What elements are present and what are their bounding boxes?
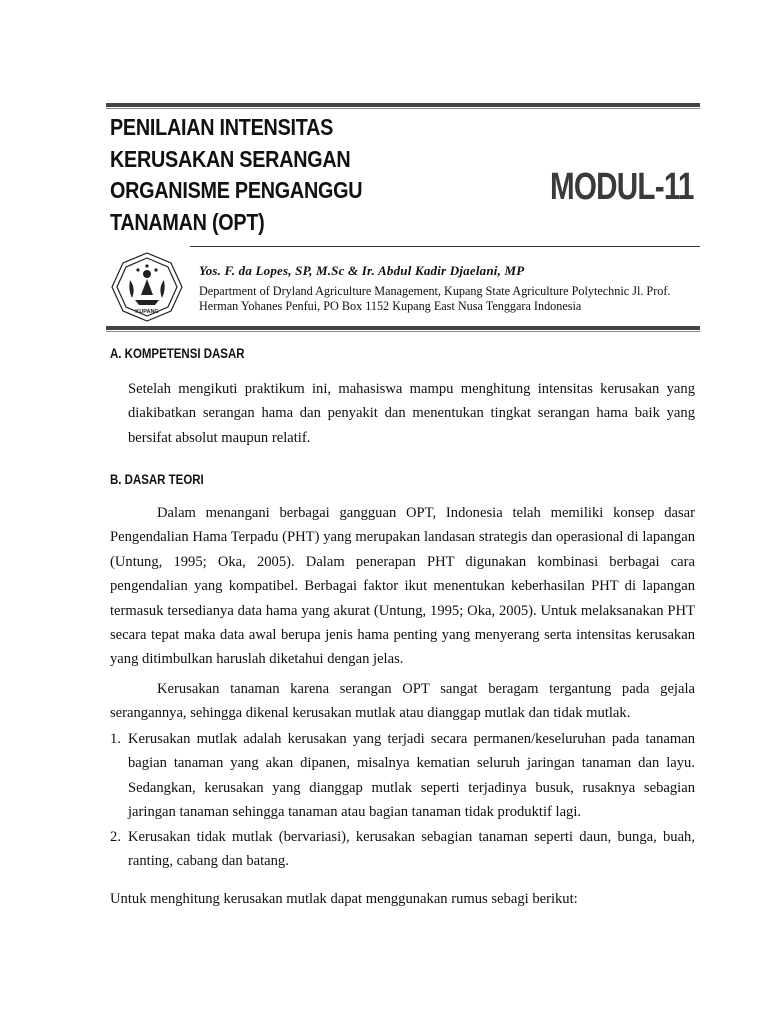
title-line: PENILAIAN INTENSITAS (110, 114, 334, 140)
module-number: MODUL-11 (550, 166, 694, 208)
title-line: ORGANISME PENGANGGU (110, 177, 363, 203)
authors: Yos. F. da Lopes, SP, M.Sc & Ir. Abdul Kadir Djaelani, MP (199, 263, 525, 278)
list-text: Kerusakan tidak mutlak (bervariasi), kerusakan sebagian tanaman seperti daun, bunga, buah, ranting, cabang dan batang. (128, 828, 695, 870)
list-text: Kerusakan mutlak adalah kerusakan yang terjadi secara permanen/keseluruhan pada tanaman bagian tanaman yang akan dipanen, misalnya kematian seluruh jaringan tanaman dan layu. Sedangkan, kerusakan yang dianggap mutlak seperti terjadinya busuk, rusaknya sebagian jaringan tanaman sehingga tanaman atau bagian tanaman tidak produktif lagi. (128, 731, 695, 821)
list-number: 2. (110, 828, 121, 845)
affiliation-line: Herman Yohanes Penfui, PO Box 1152 Kupang East Nusa Tenggara Indonesia (199, 299, 582, 313)
affiliation-line: Department of Dryland Agriculture Management, Kupang State Agriculture Polytechnic Jl. Prof. (199, 284, 671, 298)
title-line: KERUSAKAN SERANGAN (110, 145, 351, 172)
title-line: TANAMAN (OPT) (110, 208, 265, 235)
paragraph-kerusakan: Kerusakan tanaman karena serangan OPT sangat beragam tergantung pada gejala serangannya, sehingga dikenal kerusakan mutlak atau dianggap mutlak dan tidak mutlak. (110, 681, 695, 722)
paragraph-formula-intro: Untuk menghitung kerusakan mutlak dapat menggunakan rumus sebagi berikut: (110, 891, 578, 907)
header-middle-rule (190, 246, 700, 247)
paragraph-pht: Dalam menangani berbagai gangguan OPT, Indonesia telah memiliki konsep dasar Pengendalian Hama Terpadu (PHT) yang merupakan landasan strategis dan operasional di lapangan (Untung, 1995; Oka, 2005). Dalam penerapan PHT digunakan kombinasi berbagai cara pengendalian yang kompatibel. Berbagai faktor ikut menentukan keberhasilan PHT di lapangan termasuk tersedianya data hama yang akurat (Untung, 1995; Oka, 2005). Untuk melaksanakan PHT secara tepat maka data awal berupa jenis hama penting yang menyerang serta intensitas kerusakan yang ditimbulkan haruslah diketahui dengan jelas. (110, 505, 695, 668)
logo-text: KUPANG (135, 309, 159, 315)
paragraph-kompetensi: Setelah mengikuti praktikum ini, mahasiswa mampu menghitung intensitas kerusakan yang diakibatkan serangan hama dan penyakit dan menentukan tingkat serangan hama baik yang bersifat absolut maupun relatif. (128, 381, 695, 446)
header-top-rule (106, 103, 700, 107)
institution-logo (108, 250, 186, 324)
header-top-rule-thin (106, 108, 700, 109)
list-number: 1. (110, 731, 121, 747)
affiliation (199, 284, 699, 314)
header-bottom-rule (106, 326, 700, 330)
list-item (110, 825, 695, 874)
document-title (110, 112, 394, 238)
list-item (110, 727, 695, 825)
damage-type-list (110, 727, 695, 873)
header-bottom-rule-thin (106, 331, 700, 332)
section-heading-dasar-teori: B. DASAR TEORI (110, 472, 204, 487)
section-heading-kompetensi: A. KOMPETENSI DASAR (110, 346, 245, 361)
